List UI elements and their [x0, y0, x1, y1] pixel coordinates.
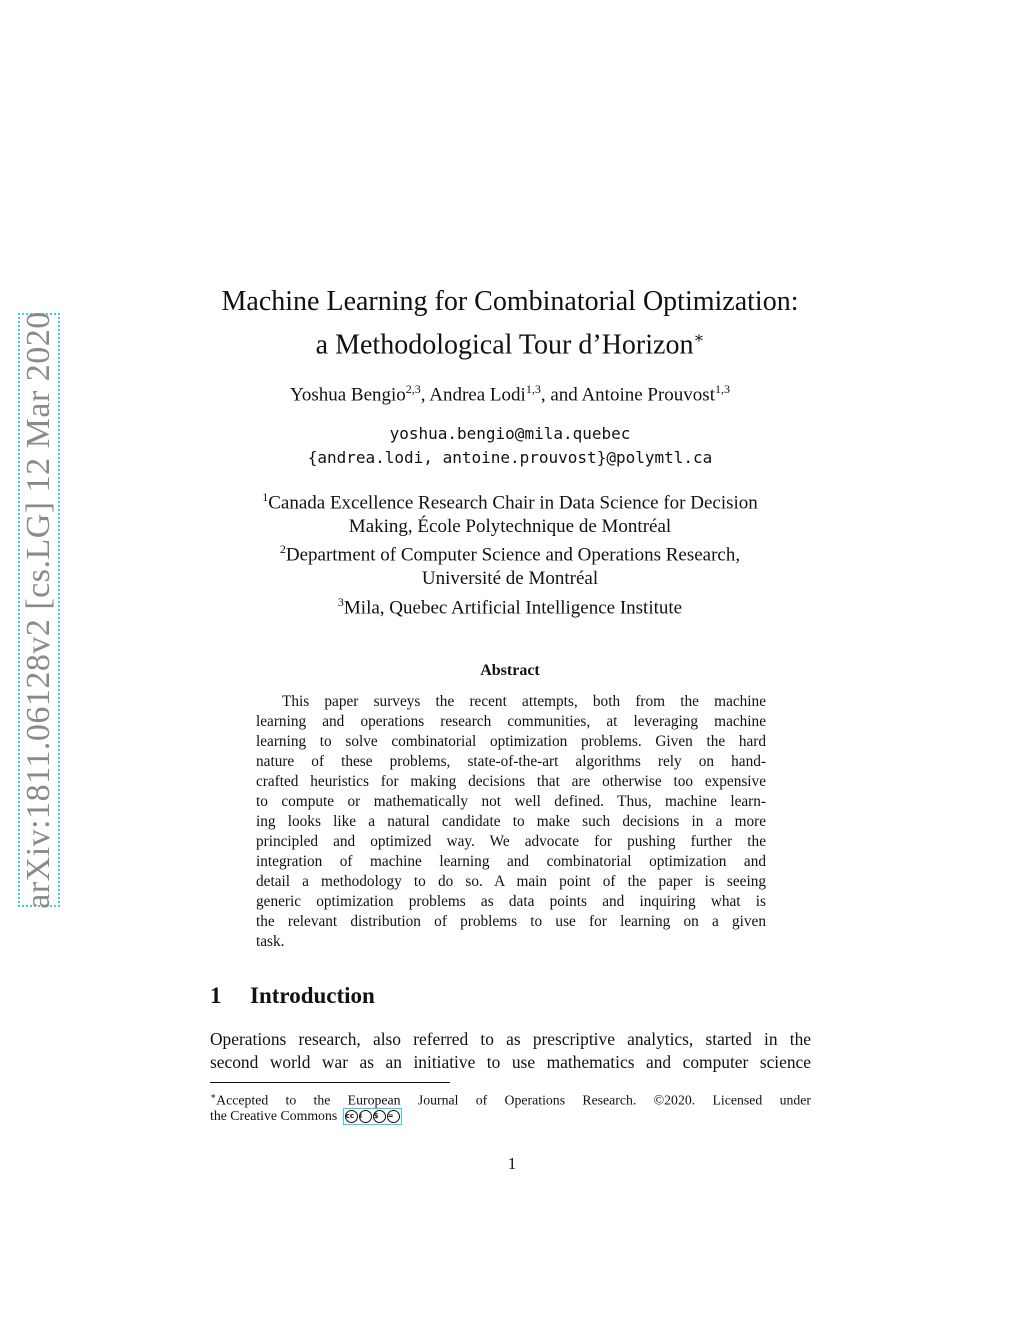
affiliation-1-line-2: Making, École Polytechnique de Montréal: [348, 515, 672, 537]
paper-title: [150, 283, 870, 363]
title-line-1: Machine Learning for Combinatorial Optimization:: [221, 286, 799, 317]
abstract-line: detail a methodology to do so. A main point of the paper is seeing: [256, 873, 766, 890]
body-line: Operations research, also referred to as prescriptive analytics, started in the: [210, 1029, 811, 1049]
affiliation-number: 3: [337, 594, 344, 609]
affiliation-number: 2: [279, 542, 286, 557]
abstract-line: crafted heuristics for making decisions that are otherwise too expensive: [256, 773, 766, 790]
page-number: 1: [507, 1154, 517, 1173]
abstract-body: [256, 692, 766, 952]
abstract-line: learning to solve combinatorial optimization problems. Given the hard: [256, 733, 766, 750]
section-body: [210, 1028, 811, 1074]
footnote-text: Accepted to the European Journal of Operations Research. ©2020. Licensed under: [216, 1092, 811, 1108]
section-number: 1: [210, 983, 222, 1008]
author-affiliation-ref: 2,3: [405, 382, 421, 396]
abstract-line: nature of these problems, state-of-the-art algorithms rely on hand-: [256, 753, 766, 770]
abstract-line: learning and operations research communities, at leveraging machine: [256, 713, 766, 730]
abstract-line: principled and optimized way. We advocate for pushing further the: [256, 833, 766, 850]
email-line: yoshua.bengio@mila.quebec: [389, 424, 631, 443]
title-line-2-text: a Methodological Tour d’Horizon: [315, 329, 694, 361]
abstract-heading: Abstract: [480, 662, 540, 679]
cc-nc-icon: $: [373, 1110, 386, 1123]
author-name: Yoshua Bengio: [290, 384, 406, 406]
abstract-line: task.: [256, 933, 285, 950]
abstract-line: integration of machine learning and combinatorial optimization and: [256, 853, 766, 870]
affiliation-number: 1: [262, 490, 269, 504]
author-list: [150, 376, 870, 408]
section-title: Introduction: [250, 983, 375, 1008]
cc-nd-icon: =: [387, 1110, 400, 1123]
author-affiliation-ref: 1,3: [714, 382, 730, 396]
footnote-marker: ∗: [210, 1091, 217, 1101]
creative-commons-license-link[interactable]: [343, 1108, 402, 1125]
footnote-divider: [210, 1082, 450, 1083]
affiliations: [150, 486, 870, 619]
footnote: [210, 1087, 811, 1125]
title-footnote-link[interactable]: ∗: [693, 330, 705, 347]
affiliation-3-line-1: [150, 591, 870, 620]
abstract-line: ing looks like a natural candidate to make such decisions in a more: [256, 813, 766, 830]
abstract-line: generic optimization problems as data points and inquiring what is: [256, 893, 766, 910]
footnote-text: the Creative Commons: [210, 1108, 338, 1123]
section-heading: [210, 983, 375, 1009]
abstract-line: the relevant distribution of problems to use for learning on a given: [256, 913, 766, 930]
cc-icon: cc: [345, 1110, 358, 1123]
email-line: {andrea.lodi, antoine.prouvost}@polymtl.ca: [307, 448, 713, 467]
author-separator: , and: [540, 384, 582, 406]
abstract-line: to compute or mathematically not well defined. Thus, machine learn-: [256, 793, 766, 810]
affiliation-text: Canada Excellence Research Chair in Data Science for Decision: [268, 492, 758, 514]
affiliation-1-line-1: [150, 486, 870, 515]
footnote-line-2: [210, 1106, 811, 1125]
body-line: second world war as an initiative to use mathematics and computer science: [210, 1052, 811, 1072]
author-separator: ,: [420, 384, 430, 406]
author-affiliation-ref: 1,3: [525, 382, 541, 396]
arxiv-identifier: arXiv:1811.06128v2 [cs.LG] 12 Mar 2020: [20, 311, 57, 909]
affiliation-2-line-2: Université de Montréal: [421, 568, 599, 590]
author-name: Andrea Lodi: [429, 384, 526, 406]
title-line-2: [150, 320, 870, 363]
cc-by-icon: i: [359, 1110, 372, 1123]
abstract-line: This paper surveys the recent attempts, both from the machine: [282, 693, 766, 710]
affiliation-2-line-1: [150, 538, 870, 567]
author-emails: [150, 422, 870, 470]
affiliation-text: Department of Computer Science and Operations Research,: [285, 544, 741, 566]
author-name: Antoine Prouvost: [581, 384, 715, 406]
footnote-line-1: [210, 1087, 811, 1106]
affiliation-text: Mila, Quebec Artificial Intelligence Institute: [343, 596, 683, 618]
